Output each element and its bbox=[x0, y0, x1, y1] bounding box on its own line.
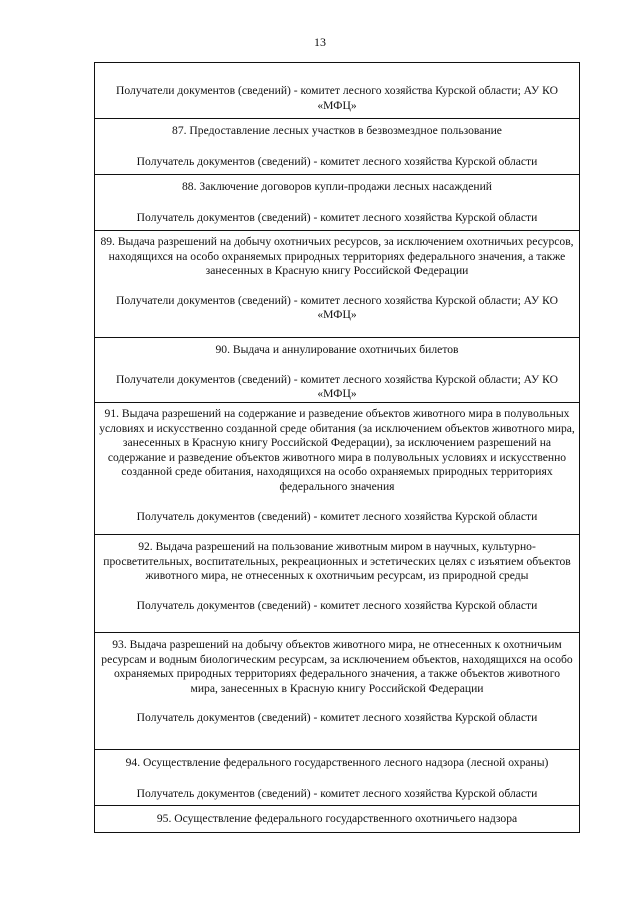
recipients-text: Получатель документов (сведений) - комитет лесного хозяйства Курской области bbox=[136, 711, 538, 725]
service-title: 90. Выдача и аннулирование охотничьих билетов bbox=[215, 343, 459, 356]
table-row bbox=[95, 63, 579, 119]
table-row bbox=[95, 403, 579, 535]
table-row bbox=[95, 231, 579, 338]
recipients-text: Получатели документов (сведений) - комитет лесного хозяйства Курской области; АУ КО «МФЦ» bbox=[116, 293, 558, 322]
recipients-text: Получатель документов (сведений) - комитет лесного хозяйства Курской области bbox=[136, 210, 538, 224]
recipients-text: Получатель документов (сведений) - комитет лесного хозяйства Курской области bbox=[136, 598, 538, 612]
table-row bbox=[95, 175, 579, 231]
service-title: 92. Выдача разрешений на пользование животным миром в научных, культурно-просветительных, воспитательных, рекреационных и эстетических целях с изъятием объектов животного мира, не отнесенных к охотничьим ресурсам, из природной среды bbox=[103, 540, 571, 583]
table-row bbox=[95, 633, 579, 750]
service-title: 94. Осуществление федерального государственного лесного надзора (лесной охраны) bbox=[125, 756, 549, 769]
service-title: 87. Предоставление лесных участков в безвозмездное пользование bbox=[172, 124, 502, 137]
table-row bbox=[95, 338, 579, 403]
service-title: 88. Заключение договоров купли-продажи лесных насаждений bbox=[182, 180, 492, 193]
recipients-text: Получатель документов (сведений) - комитет лесного хозяйства Курской области bbox=[136, 509, 538, 523]
service-title: 93. Выдача разрешений на добычу объектов животного мира, не отнесенных к охотничьим ресурсам и водным биологическим ресурсам, за исключением объектов, находящихся на особо охраняемых природных территориях федерального значения, а также объектов животного мира, занесенных в Красную книгу Российской Федерации bbox=[101, 638, 573, 695]
table-row bbox=[95, 750, 579, 806]
recipients-text: Получатель документов (сведений) - комитет лесного хозяйства Курской области bbox=[136, 154, 538, 168]
page-number: 13 bbox=[314, 35, 326, 49]
table-row bbox=[95, 535, 579, 633]
service-title: 91. Выдача разрешений на содержание и разведение объектов животного мира в полувольных условиях и искусственно созданной среде обитания (за исключением объектов животного мира, занесенных в Красную книгу Российской Федерации), за исключением разрешений на содержание и разведение объектов животного мира в полувольных условиях и искусственно созданной среде обитания, находящихся на особо охраняемых природных территориях федерального значения bbox=[99, 407, 575, 493]
recipients-text: Получатели документов (сведений) - комитет лесного хозяйства Курской области; АУ КО «МФЦ» bbox=[116, 84, 558, 112]
service-title: 89. Выдача разрешений на добычу охотничьих ресурсов, за исключением охотничьих ресурсов, находящихся на особо охраняемых природных территориях федерального значения, а также занесенных в Красную книгу Российской Федерации bbox=[100, 235, 574, 278]
services-table bbox=[94, 62, 580, 833]
table-row bbox=[95, 806, 579, 833]
service-title: 95. Осуществление федерального государственного охотничьего надзора bbox=[156, 812, 518, 825]
recipients-text: Получатель документов (сведений) - комитет лесного хозяйства Курской области bbox=[136, 786, 538, 800]
table-row bbox=[95, 119, 579, 175]
recipients-text: Получатели документов (сведений) - комитет лесного хозяйства Курской области; АУ КО «МФЦ» bbox=[116, 372, 558, 401]
